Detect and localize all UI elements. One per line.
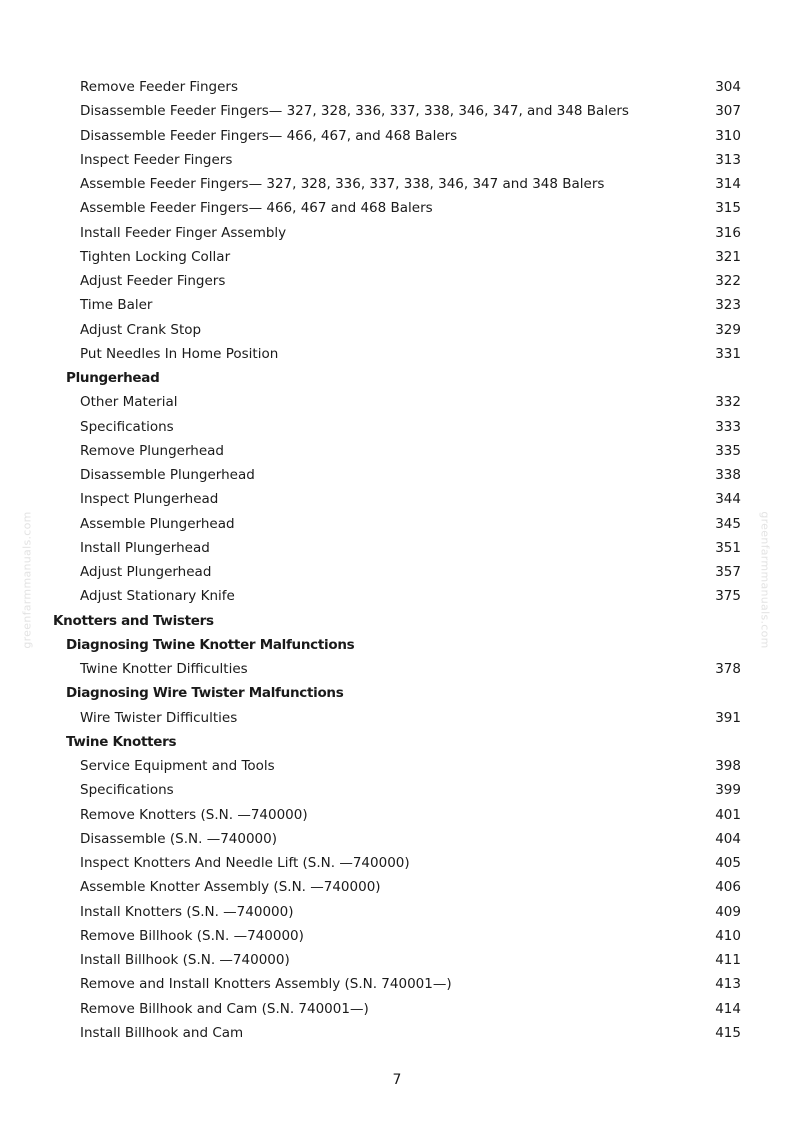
toc-entry-title: Inspect Knotters And Needle Lift (S.N. —740000) bbox=[80, 855, 410, 871]
toc-entry-page-number: 307 bbox=[715, 103, 741, 120]
toc-entry[interactable] bbox=[0, 293, 794, 317]
toc-entry-page-number: 333 bbox=[715, 418, 741, 435]
toc-subsection-heading[interactable] bbox=[0, 681, 794, 705]
toc-entry[interactable] bbox=[0, 803, 794, 827]
toc-entry-title: Adjust Crank Stop bbox=[80, 321, 202, 338]
toc-entry-title: Install Billhook (S.N. —740000) bbox=[80, 952, 290, 968]
toc-entry[interactable] bbox=[0, 99, 794, 123]
toc-entry-title: Specifications bbox=[80, 418, 174, 435]
toc-entry-title: Install Feeder Finger Assembly bbox=[80, 224, 287, 241]
toc-entry[interactable] bbox=[0, 487, 794, 511]
toc-entry-title: Remove Feeder Fingers bbox=[80, 79, 238, 95]
toc-entry-title: Disassemble Plungerhead bbox=[80, 467, 255, 483]
toc-entry-title: Assemble Plungerhead bbox=[80, 515, 235, 532]
toc-entry[interactable] bbox=[0, 245, 794, 269]
toc-entry[interactable] bbox=[0, 148, 794, 172]
toc-entry-title: Service Equipment and Tools bbox=[80, 758, 275, 774]
toc-entry-page-number: 406 bbox=[715, 879, 741, 896]
toc-entry-title: Install Plungerhead bbox=[80, 539, 210, 556]
toc-entry-title: Time Baler bbox=[80, 297, 153, 314]
toc-subsection-heading[interactable] bbox=[0, 730, 794, 754]
toc-entry[interactable] bbox=[0, 972, 794, 996]
toc-entry[interactable] bbox=[0, 657, 794, 681]
toc-entry[interactable] bbox=[0, 124, 794, 148]
toc-entry[interactable] bbox=[0, 948, 794, 972]
toc-entry-title: Remove Billhook (S.N. —740000) bbox=[80, 927, 304, 944]
toc-entry-page-number: 316 bbox=[715, 224, 741, 241]
toc-entry-page-number: 411 bbox=[715, 952, 741, 968]
toc-entry[interactable] bbox=[0, 172, 794, 196]
toc-entry-title: Other Material bbox=[80, 394, 178, 411]
toc-entry[interactable] bbox=[0, 900, 794, 924]
toc-entry[interactable] bbox=[0, 75, 794, 99]
toc-entry[interactable] bbox=[0, 584, 794, 608]
toc-entry-page-number: 415 bbox=[715, 1024, 741, 1041]
toc-entry-page-number: 322 bbox=[715, 273, 741, 289]
toc-entry[interactable] bbox=[0, 778, 794, 802]
toc-entry-title: Remove Knotters (S.N. —740000) bbox=[80, 806, 308, 823]
toc-entry[interactable] bbox=[0, 875, 794, 899]
toc-entry-title: Diagnosing Wire Twister Malfunctions bbox=[66, 685, 344, 702]
toc-entry-page-number: 405 bbox=[715, 855, 741, 871]
toc-entry[interactable] bbox=[0, 390, 794, 414]
toc-entry-page-number: 404 bbox=[715, 830, 741, 847]
page-number: 7 bbox=[392, 1072, 402, 1088]
toc-section-heading[interactable] bbox=[0, 609, 794, 633]
toc-entry-title: Plungerhead bbox=[66, 370, 160, 386]
toc-entry-title: Install Knotters (S.N. —740000) bbox=[80, 903, 294, 920]
toc-entry[interactable] bbox=[0, 342, 794, 366]
toc-entry[interactable] bbox=[0, 512, 794, 536]
toc-entry[interactable] bbox=[0, 463, 794, 487]
toc-entry-page-number: 344 bbox=[715, 491, 741, 508]
toc-entry[interactable] bbox=[0, 415, 794, 439]
toc-entry-title: Adjust Plungerhead bbox=[80, 564, 212, 580]
toc-entry-page-number: 351 bbox=[715, 539, 741, 556]
toc-entry-page-number: 357 bbox=[715, 564, 741, 580]
toc-entry-page-number: 398 bbox=[715, 758, 741, 774]
toc-entry[interactable] bbox=[0, 827, 794, 851]
toc-entry-title: Twine Knotters bbox=[66, 733, 177, 750]
toc-entry[interactable] bbox=[0, 560, 794, 584]
toc-entry-title: Diagnosing Twine Knotter Malfunctions bbox=[66, 636, 355, 653]
toc-entry-page-number: 391 bbox=[715, 709, 741, 726]
toc-entry-title: Adjust Stationary Knife bbox=[80, 588, 235, 605]
toc-entry-title: Knotters and Twisters bbox=[53, 612, 214, 629]
toc-entry-title: Specifications bbox=[80, 782, 174, 799]
toc-entry-page-number: 321 bbox=[715, 248, 741, 265]
toc-entry-page-number: 338 bbox=[715, 467, 741, 483]
toc-entry[interactable] bbox=[0, 221, 794, 245]
toc-entry[interactable] bbox=[0, 851, 794, 875]
toc-entry-page-number: 332 bbox=[715, 394, 741, 411]
watermark-left: greenfarmmanuals.com bbox=[20, 511, 34, 649]
toc-entry-page-number: 414 bbox=[715, 1000, 741, 1017]
toc-entry-page-number: 304 bbox=[715, 79, 741, 95]
toc-entry-title: Inspect Feeder Fingers bbox=[80, 151, 233, 168]
toc-entry[interactable] bbox=[0, 269, 794, 293]
toc-entry-title: Remove Billhook and Cam (S.N. 740001—) bbox=[80, 1000, 369, 1017]
toc-entry-title: Wire Twister Difficulties bbox=[80, 709, 238, 726]
toc-subsection-heading[interactable] bbox=[0, 633, 794, 657]
toc-entry[interactable] bbox=[0, 318, 794, 342]
watermark-right: greenfarmmanuals.com bbox=[758, 511, 772, 649]
toc-entry[interactable] bbox=[0, 536, 794, 560]
toc-entry-title: Install Billhook and Cam bbox=[80, 1024, 244, 1041]
toc-entry[interactable] bbox=[0, 754, 794, 778]
toc-entry[interactable] bbox=[0, 997, 794, 1021]
toc-entry-title: Remove and Install Knotters Assembly (S.N. 740001—) bbox=[80, 976, 452, 993]
toc-entry-title: Disassemble Feeder Fingers— 327, 328, 336, 337, 338, 346, 347, and 348 Balers bbox=[80, 103, 629, 120]
toc-entry-page-number: 329 bbox=[715, 321, 741, 338]
toc-entry-page-number: 331 bbox=[715, 345, 741, 362]
toc-entry-title: Assemble Feeder Fingers— 327, 328, 336, 337, 338, 346, 347 and 348 Balers bbox=[80, 176, 605, 192]
toc-entry-page-number: 323 bbox=[715, 297, 741, 314]
toc-entry-page-number: 315 bbox=[715, 200, 741, 217]
toc-entry-title: Remove Plungerhead bbox=[80, 442, 224, 459]
toc-subsection-heading[interactable] bbox=[0, 366, 794, 390]
toc-entry[interactable] bbox=[0, 924, 794, 948]
toc-entry-title: Disassemble Feeder Fingers— 466, 467, and 468 Balers bbox=[80, 127, 458, 144]
toc-entry-page-number: 335 bbox=[715, 442, 741, 459]
toc-entry-title: Put Needles In Home Position bbox=[80, 345, 279, 362]
toc-entry-page-number: 378 bbox=[715, 661, 741, 677]
toc-entry-page-number: 375 bbox=[715, 588, 741, 605]
toc-entry-page-number: 401 bbox=[715, 806, 741, 823]
toc-entry-title: Assemble Feeder Fingers— 466, 467 and 468 Balers bbox=[80, 200, 433, 217]
toc-entry[interactable] bbox=[0, 1021, 794, 1045]
toc-entry-title: Inspect Plungerhead bbox=[80, 491, 219, 508]
table-of-contents bbox=[0, 75, 794, 1045]
toc-entry[interactable] bbox=[0, 196, 794, 220]
toc-entry[interactable] bbox=[0, 706, 794, 730]
toc-entry-title: Adjust Feeder Fingers bbox=[80, 273, 226, 289]
toc-entry-page-number: 413 bbox=[715, 976, 741, 993]
toc-entry-page-number: 310 bbox=[715, 127, 741, 144]
toc-entry-title: Tighten Locking Collar bbox=[80, 248, 231, 265]
toc-entry-page-number: 314 bbox=[715, 176, 741, 192]
toc-entry-title: Assemble Knotter Assembly (S.N. —740000) bbox=[80, 879, 381, 896]
toc-entry-title: Twine Knotter Difficulties bbox=[80, 661, 248, 677]
toc-entry[interactable] bbox=[0, 439, 794, 463]
toc-entry-page-number: 399 bbox=[715, 782, 741, 799]
toc-entry-page-number: 410 bbox=[715, 927, 741, 944]
toc-entry-page-number: 345 bbox=[715, 515, 741, 532]
toc-entry-page-number: 409 bbox=[715, 903, 741, 920]
toc-entry-title: Disassemble (S.N. —740000) bbox=[80, 830, 278, 847]
toc-entry-page-number: 313 bbox=[715, 151, 741, 168]
